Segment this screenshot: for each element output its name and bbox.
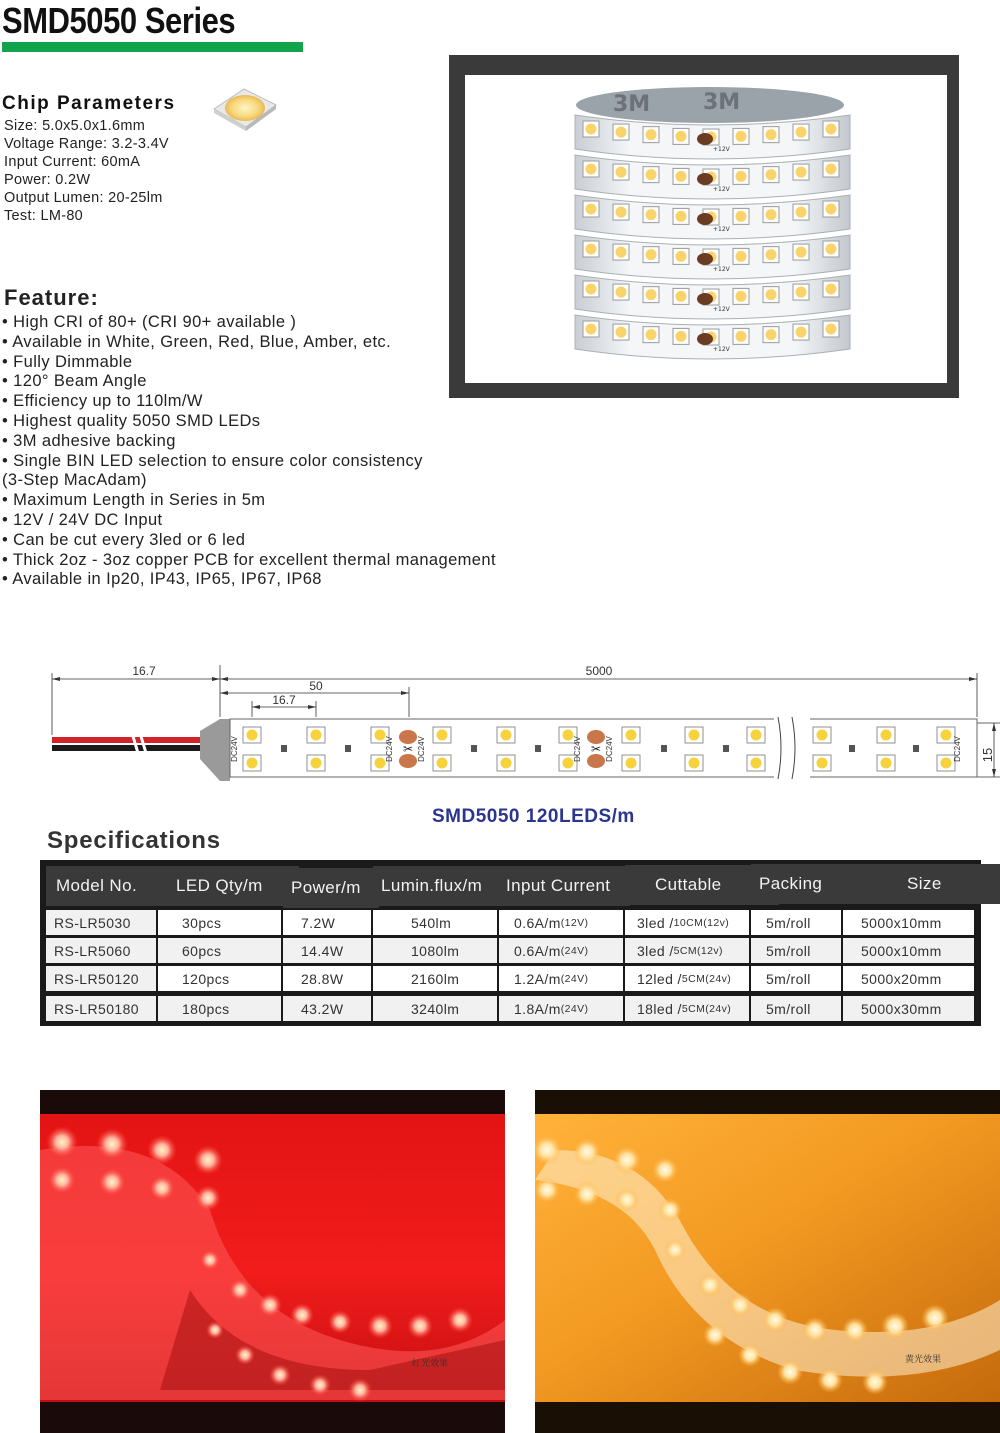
feature-list [2, 313, 496, 590]
strip-led-core [311, 730, 322, 741]
led-glow [235, 1345, 255, 1365]
led-glow [200, 1250, 220, 1270]
title-underline [2, 42, 303, 52]
pad-voltage-label: DC24V [605, 736, 614, 762]
dim-led-pitch: 16.7 [272, 693, 296, 707]
led-glow [229, 1279, 251, 1301]
reel-led-core [736, 331, 747, 342]
reel-led-core [676, 171, 687, 182]
strip-led-core [751, 758, 762, 769]
chip-param-voltage: Voltage Range: 3.2-3.4V [4, 136, 169, 152]
feature-item: • Single BIN LED selection to ensure color consistency [2, 451, 423, 470]
cell-cuttable: 3led / 5CM(12v) [625, 938, 749, 963]
reel-led-core [826, 124, 837, 135]
reel-led-core [796, 207, 807, 218]
scissors-icon: ✂ [591, 742, 602, 756]
cell-current: 1.8A/m (24V) [499, 996, 623, 1021]
reel-voltage-mark: +12V [713, 186, 730, 193]
reel-led-core [826, 204, 837, 215]
led-glow [98, 1168, 126, 1196]
reel-led-core [736, 211, 747, 222]
cell-current: 0.6A/m (12V) [499, 910, 623, 935]
reel-led-core [766, 329, 777, 340]
col-header-current: Input Current [499, 866, 630, 906]
product-photo [465, 75, 947, 383]
reel-led-core [616, 247, 627, 258]
reel-led-core [676, 331, 687, 342]
cell-cuttable: 3led / 10CM(12v) [625, 910, 749, 935]
reel-led-core [826, 164, 837, 175]
amber-effect-label: 黄光效果 [905, 1355, 942, 1365]
led-glow [535, 1177, 560, 1203]
col-header-model: Model No. [46, 866, 166, 906]
strip-led-core [375, 730, 386, 741]
strip-resistor [535, 745, 541, 752]
reel-led-core [646, 209, 657, 220]
cell-led-qty: 60pcs [158, 938, 281, 963]
pad-voltage-label: DC24V [417, 736, 426, 762]
led-glow [147, 1135, 177, 1165]
led-glow [367, 1313, 393, 1339]
reel-led-core [736, 131, 747, 142]
led-glow [698, 1273, 722, 1297]
black-wire [52, 745, 202, 751]
led-glow [193, 1145, 223, 1175]
chip-param-current: Input Current: 60mA [4, 154, 141, 170]
reel-led-core [586, 324, 597, 335]
reel-led-core [586, 284, 597, 295]
reel-cut-pad [697, 293, 713, 305]
feature-item: • Thick 2oz - 3oz copper PCB for excellent thermal management [2, 550, 496, 569]
chip-param-lumen: Output Lumen: 20-25lm [4, 190, 163, 206]
col-header-lumen: Lumin.flux/m [373, 866, 505, 906]
dim-segment-length: 50 [309, 679, 323, 693]
led-glow [881, 1312, 909, 1340]
chip-parameters-heading: Chip Parameters [2, 93, 176, 114]
cell-packing: 5m/roll [751, 910, 841, 935]
led-reel-image [465, 75, 947, 383]
reel-led-core [616, 127, 627, 138]
feature-item: • Fully Dimmable [2, 352, 133, 371]
led-glow [615, 1188, 639, 1212]
strip-led-core [437, 730, 448, 741]
scissors-icon: ✂ [403, 742, 414, 756]
cell-led-qty: 30pcs [158, 910, 281, 935]
page-title: SMD5050 Series [2, 0, 236, 41]
cell-size: 5000x20mm [843, 966, 974, 991]
feature-item: • Available in White, Green, Red, Blue, Amber, etc. [2, 332, 392, 351]
reel-led-core [826, 244, 837, 255]
reel-voltage-mark: +12V [713, 226, 730, 233]
reel-led-core [736, 291, 747, 302]
reel-cut-pad [697, 173, 713, 185]
strip-led-core [563, 758, 574, 769]
reel-led-core [646, 289, 657, 300]
reel-cut-pad [697, 213, 713, 225]
reel-led-core [676, 251, 687, 262]
strip-caption: SMD5050 120LEDS/m [432, 806, 635, 827]
cell-size: 5000x10mm [843, 910, 974, 935]
specifications-heading: Specifications [47, 827, 221, 854]
strip-led-core [247, 730, 258, 741]
led-glow [269, 1364, 291, 1386]
led-glow [921, 1304, 949, 1332]
feature-item: • Efficiency up to 110lm/W [2, 392, 203, 411]
cell-led-qty: 180pcs [158, 996, 281, 1021]
cell-cuttable: 18led / 5CM(24v) [625, 996, 749, 1021]
reel-led-core [646, 129, 657, 140]
led-glow [652, 1157, 678, 1183]
cell-packing: 5m/roll [751, 966, 841, 991]
feature-item: • 12V / 24V DC Input [2, 510, 163, 529]
reel-cut-pad [697, 253, 713, 265]
smd-chip-icon [208, 83, 280, 133]
led-glow [48, 1166, 76, 1194]
strip-led-core [751, 730, 762, 741]
cell-led-qty: 120pcs [158, 966, 281, 991]
dimension-drawing [40, 655, 1000, 790]
led-glow [149, 1175, 175, 1201]
led-glow [664, 1239, 686, 1261]
red-effect-label: 红光效果 [412, 1359, 449, 1369]
led-glow [206, 1321, 224, 1339]
strip-resistor [723, 745, 729, 752]
strip-led-core [941, 730, 952, 741]
strip-resistor [471, 745, 477, 752]
led-glow [802, 1317, 828, 1343]
strip-cut-pad [587, 754, 605, 768]
led-glow [407, 1313, 433, 1339]
led-glow [817, 1367, 843, 1393]
chip-param-size: Size: 5.0x5.0x1.6mm [4, 118, 146, 134]
pad-voltage-label: DC24V [385, 736, 394, 762]
reel-led-core [766, 289, 777, 300]
col-header-cuttable: Cuttable [625, 865, 779, 905]
reel-led-core [646, 169, 657, 180]
led-glow [762, 1307, 788, 1333]
strip-resistor [281, 745, 287, 752]
reel-led-core [796, 327, 807, 338]
feature-item: • Can be cut every 3led or 6 led [2, 530, 246, 549]
cell-model: RS-LR5030 [46, 910, 156, 935]
strip-led-core [375, 758, 386, 769]
strip-led-core [817, 758, 828, 769]
strip-led-core [941, 758, 952, 769]
reel-led-core [766, 209, 777, 220]
reel-voltage-mark: +12V [713, 306, 730, 313]
strip-resistor [849, 745, 855, 752]
cell-cuttable: 12led / 5CM(24v) [625, 966, 749, 991]
cell-current: 0.6A/m (24V) [499, 938, 623, 963]
strip-led-core [689, 730, 700, 741]
dim-strip-width: 15 [980, 747, 995, 763]
cell-power: 7.2W [283, 910, 371, 935]
feature-item: • Maximum Length in Series in 5m [2, 491, 266, 510]
cell-model: RS-LR50180 [46, 996, 156, 1021]
reel-voltage-mark: +12V [713, 346, 730, 353]
cell-model: RS-LR50120 [46, 966, 156, 991]
reel-3m-logo: 3M [703, 90, 741, 115]
col-header-size: Size [843, 864, 1000, 904]
strip-led-core [689, 758, 700, 769]
strip-led-core [311, 758, 322, 769]
chip-param-test: Test: LM-80 [4, 208, 84, 224]
reel-led-core [736, 251, 747, 262]
reel-led-core [796, 287, 807, 298]
strip-led-core [563, 730, 574, 741]
strip-led-core [817, 730, 828, 741]
reel-led-core [616, 327, 627, 338]
strip-led-core [626, 758, 637, 769]
col-header-led-qty: LED Qty/m [158, 866, 299, 906]
strip-resistor [345, 745, 351, 752]
cell-packing: 5m/roll [751, 938, 841, 963]
cell-lumen: 1080lm [373, 938, 497, 963]
dim-total-length: 5000 [585, 664, 613, 678]
strip-led-core [501, 730, 512, 741]
reel-led-core [586, 204, 597, 215]
strip-led-core [501, 758, 512, 769]
led-glow [46, 1126, 78, 1158]
reel-led-core [586, 164, 597, 175]
reel-led-core [616, 287, 627, 298]
strip-led-core [881, 730, 892, 741]
strip-led-core [437, 758, 448, 769]
led-glow [738, 1343, 762, 1367]
chip-param-power: Power: 0.2W [4, 172, 91, 188]
cell-lumen: 3240lm [373, 996, 497, 1021]
led-glow [195, 1185, 221, 1211]
feature-heading: Feature: [4, 285, 99, 310]
feature-item: • 120° Beam Angle [2, 372, 147, 391]
pad-voltage-label: DC24V [953, 736, 962, 762]
strip-cut-pad [399, 754, 417, 768]
feature-item: • Available in Ip20, IP43, IP65, IP67, IP68 [2, 570, 322, 589]
strip-led-core [881, 758, 892, 769]
led-glow [447, 1307, 473, 1333]
reel-led-core [646, 329, 657, 340]
reel-led-core [796, 127, 807, 138]
strip-resistor [913, 745, 919, 752]
reel-led-core [676, 211, 687, 222]
cell-size: 5000x30mm [843, 996, 974, 1021]
reel-led-core [676, 291, 687, 302]
led-glow [309, 1374, 331, 1396]
reel-cut-pad [697, 133, 713, 145]
reel-led-core [826, 284, 837, 295]
red-wire [52, 737, 202, 743]
strip-led-core [626, 730, 637, 741]
cell-packing: 5m/roll [751, 996, 841, 1021]
reel-3m-logo: 3M [613, 92, 651, 117]
reel-led-core [766, 129, 777, 140]
feature-item: • High CRI of 80+ (CRI 90+ available ) [2, 313, 297, 331]
led-glow [862, 1369, 888, 1395]
led-glow [574, 1181, 600, 1207]
reel-led-core [766, 169, 777, 180]
dim-lead-length: 16.7 [132, 664, 156, 678]
feature-item: (3-Step MacAdam) [2, 471, 147, 490]
pad-voltage-label: DC24V [573, 736, 582, 762]
red-light-effect-photo [40, 1090, 505, 1433]
feature-item: • 3M adhesive backing [2, 431, 176, 450]
led-glow [328, 1310, 352, 1334]
reel-cut-pad [697, 333, 713, 345]
led-glow [658, 1198, 682, 1222]
led-glow [728, 1293, 752, 1317]
reel-led-core [766, 249, 777, 260]
wire-connector [200, 719, 230, 781]
reel-voltage-mark: +12V [713, 266, 730, 273]
led-glow [613, 1146, 641, 1174]
reel-led-core [616, 207, 627, 218]
led-glow [842, 1317, 868, 1343]
led-glow [290, 1303, 314, 1327]
reel-led-core [796, 167, 807, 178]
col-header-power: Power/m [283, 868, 379, 908]
cell-lumen: 2160lm [373, 966, 497, 991]
reel-led-core [646, 249, 657, 260]
cell-power: 14.4W [283, 938, 371, 963]
strip-resistor [661, 745, 667, 752]
cell-power: 28.8W [283, 966, 371, 991]
reel-voltage-mark: +12V [713, 146, 730, 153]
reel-led-core [616, 167, 627, 178]
reel-led-core [586, 244, 597, 255]
led-glow [96, 1128, 128, 1160]
warm-light-effect-photo [535, 1090, 1000, 1433]
col-header-packing: Packing [751, 864, 849, 904]
led-glow [573, 1138, 601, 1166]
reel-led-core [676, 131, 687, 142]
cell-current: 1.2A/m (24V) [499, 966, 623, 991]
led-glow [258, 1293, 282, 1317]
cell-lumen: 540lm [373, 910, 497, 935]
reel-led-core [826, 324, 837, 335]
reel-led-core [586, 124, 597, 135]
led-strip-outline [230, 719, 977, 777]
cell-model: RS-LR5060 [46, 938, 156, 963]
chip-parameters-list [4, 117, 169, 225]
led-glow [777, 1359, 803, 1385]
led-glow [703, 1323, 727, 1347]
cell-size: 5000x10mm [843, 938, 974, 963]
feature-item: • Highest quality 5050 SMD LEDs [2, 411, 261, 430]
cell-power: 43.2W [283, 996, 371, 1021]
reel-led-core [736, 171, 747, 182]
reel-led-core [796, 247, 807, 258]
led-glow [348, 1378, 372, 1402]
strip-led-core [247, 758, 258, 769]
pad-voltage-label: DC24V [230, 736, 239, 762]
